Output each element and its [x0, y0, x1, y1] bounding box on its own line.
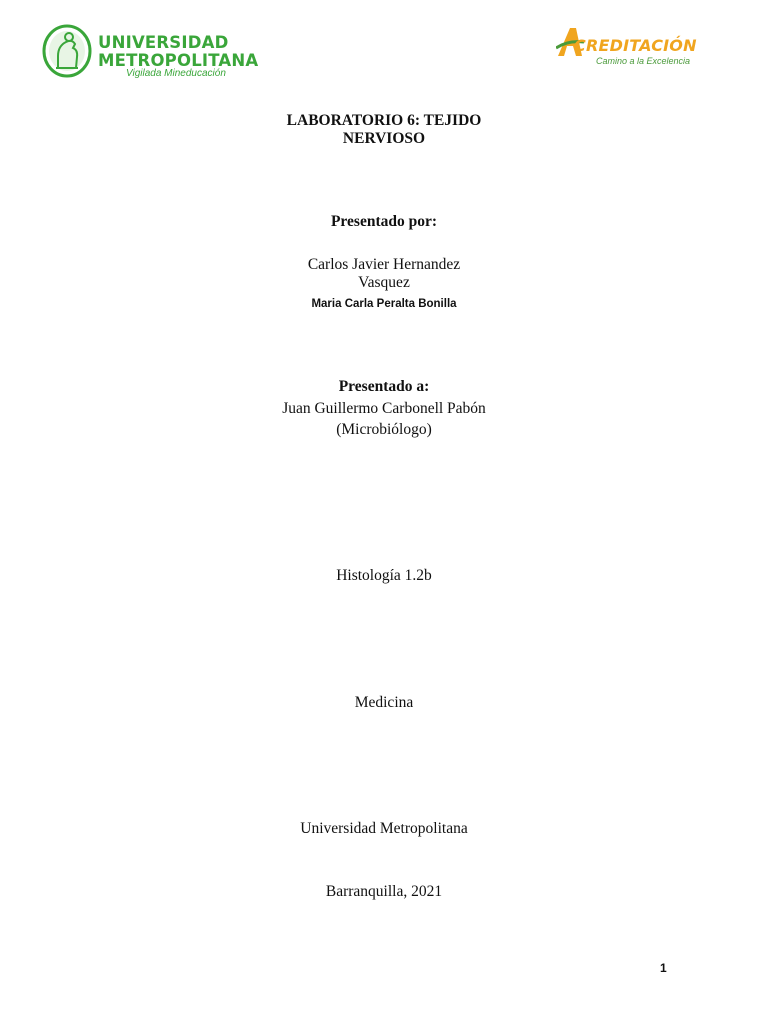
author-2: Maria Carla Peralta Bonilla	[311, 298, 457, 310]
page-number: 1	[660, 961, 667, 975]
author-1	[0, 256, 768, 292]
course: Histología 1.2b	[336, 567, 432, 584]
program: Medicina	[354, 694, 414, 711]
author-1-line2: Vasquez	[358, 274, 410, 291]
professor-role: (Microbiólogo)	[336, 421, 432, 438]
accreditation-logo-tagline: Camino a la Excelencia	[596, 56, 691, 66]
document-title	[0, 112, 768, 148]
accreditation-logo	[556, 24, 706, 72]
place-date: Barranquilla, 2021	[325, 883, 443, 900]
author-1-line1: Carlos Javier Hernandez	[307, 256, 461, 273]
presented-by-label: Presentado por:	[330, 213, 438, 230]
institution: Universidad Metropolitana	[300, 820, 468, 837]
professor-name: Juan Guillermo Carbonell Pabón	[282, 400, 486, 417]
university-logo-line2: METROPOLITANA	[98, 51, 259, 70]
university-logo-line1: UNIVERSIDAD	[98, 33, 229, 52]
title-line2: NERVIOSO	[342, 130, 426, 147]
accreditation-logo-word: CREDITACIÓN	[574, 36, 697, 55]
university-logo	[42, 24, 259, 80]
title-line1: LABORATORIO 6: TEJIDO	[286, 112, 482, 129]
presented-to-label: Presentado a:	[338, 378, 430, 395]
university-emblem-icon	[42, 24, 94, 78]
university-logo-tagline: Vigilada Mineducación	[126, 68, 226, 79]
